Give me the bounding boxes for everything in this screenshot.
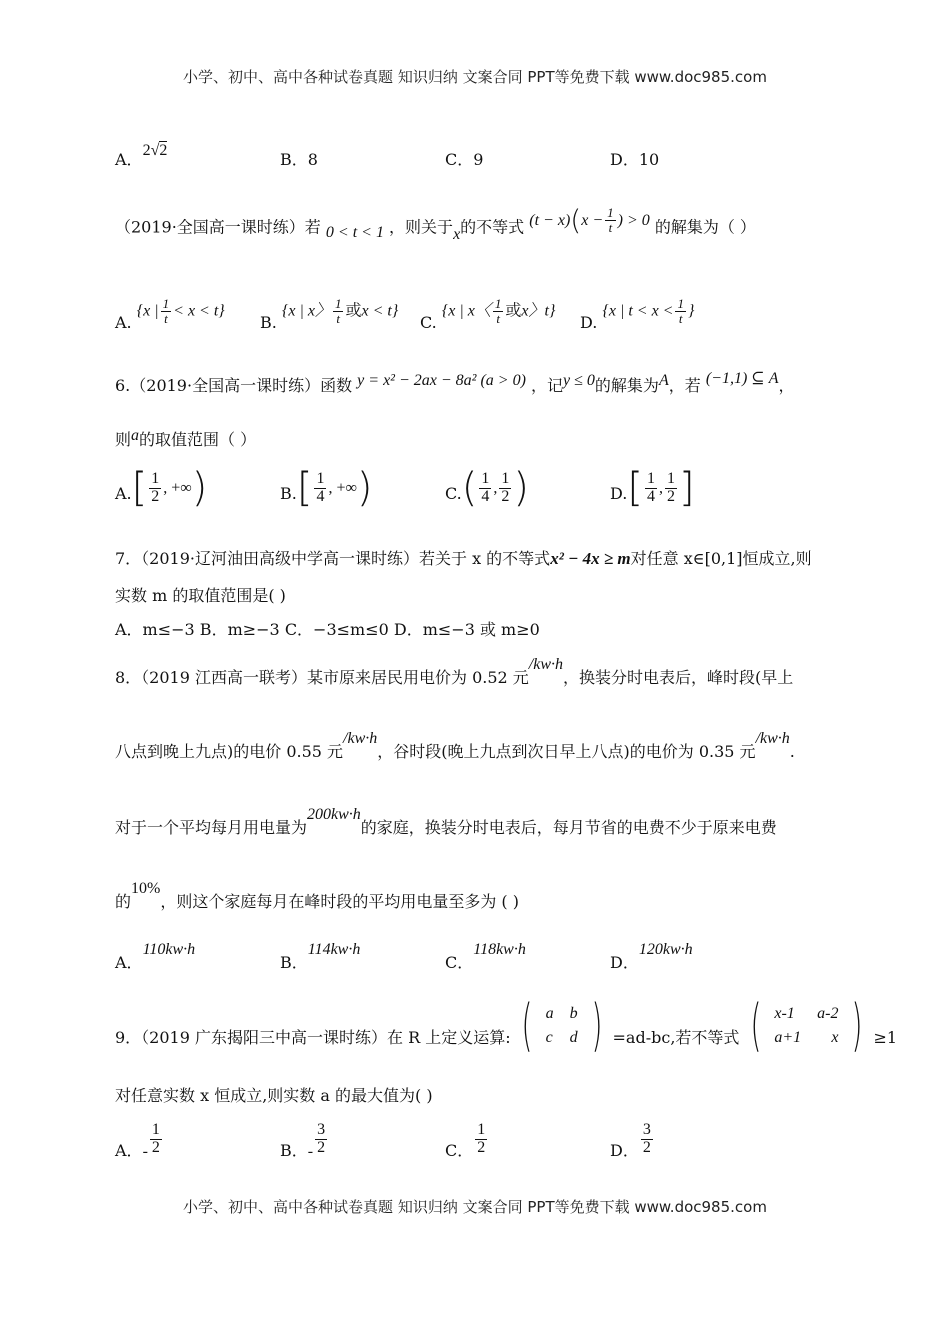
q8-stem-line1: 8．（2019 江西高一联考）某市原来居民用电价为 0.52 元/kw·h，换装分时电表后，峰时段(早上: [115, 656, 794, 687]
q5-option-c: C. {x | x〈 $\frac{1}{t}$ 或x〉t}: [420, 296, 556, 332]
q8-stem-line4: 的10%，则这个家庭每月在峰时段的平均用电量至多为 ( ): [115, 880, 520, 911]
q6-stem-line2: 则a的取值范围（ ）: [115, 427, 257, 449]
q8-stem-line3: 对于一个平均每月用电量为200kw·h的家庭，换装分时电表后，每月节省的电费不少于原来电费: [115, 806, 777, 837]
q4-option-a: A．2√2: [115, 142, 168, 169]
q8-option-c: C．118kw·h: [445, 941, 526, 972]
q8-option-b: B．114kw·h: [280, 941, 361, 972]
q8-option-a: A．110kw·h: [115, 941, 196, 972]
q9-stem-line2: 对任意实数 x 恒成立,则实数 a 的最大值为( ): [115, 1086, 433, 1105]
q6-stem-line1: 6.（2019·全国高一课时练）函数 y = x² − 2ax − 8a² (a > 0) ，记y ≤ 0的解集为A，若 (−1,1) ⊆ A，: [115, 370, 795, 395]
q9-option-b: B．- $\frac{3}{2}$: [280, 1121, 326, 1160]
q7-stem-line2: 实数 m 的取值范围是( ): [115, 586, 286, 605]
matrix-abcd: ( a b c d ): [521, 993, 602, 1058]
q5-option-a: A. {x | $\frac{1}{t}$ < x < t}: [115, 296, 225, 332]
q4-option-b: B．8: [280, 150, 318, 169]
q9-option-a: A．- $\frac{1}{2}$: [115, 1121, 160, 1160]
page-footer: 小学、初中、高中各种试卷真题 知识归纳 文案合同 PPT等免费下载 www.doc985.com: [183, 1198, 767, 1216]
q6-option-a: A.[ $\frac{1}{2}$ , +∞): [115, 465, 208, 511]
q6-option-b: B.[ $\frac{1}{4}$ , +∞): [280, 465, 373, 511]
q5-stem: （2019·全国高一课时练）若 0 < t < 1 ，则关于x的不等式 (t − x)(x − $\frac{1}{t}$ ) > 0 的解集为（ ）: [115, 203, 756, 243]
q6-option-d: D.[ $\frac{1}{4}$ , $\frac{1}{2}$ ]: [610, 465, 695, 511]
q7-options: A．m≤−3 B．m≥−3 C．−3≤m≤0 D．m≤−3 或 m≥0: [115, 620, 540, 639]
q5-inequality: (t − x)(x − $\frac{1}{t}$ ) > 0: [529, 203, 650, 237]
q7-stem-line1: 7．（2019·辽河油田高级中学高一课时练）若关于 x 的不等式x² − 4x ≥ m对任意 x∈[0,1]恒成立,则: [115, 549, 812, 568]
q9-stem-line1: 9．（2019 广东揭阳三中高一课时练）在 R 上定义运算: ( a b c d ) =ad-bc,若不等式 ( x-1 a-2 a+1 x ) ≥1: [115, 993, 898, 1058]
q5-option-b: B. {x | x〉 $\frac{1}{t}$ 或x < t}: [260, 296, 399, 332]
matrix-inequality: ( x-1 a-2 a+1 x ): [749, 993, 863, 1058]
q9-option-c: C． $\frac{1}{2}$: [445, 1121, 486, 1160]
q8-option-d: D．120kw·h: [610, 941, 693, 972]
q4-option-c: C．9: [445, 150, 484, 169]
q5-option-d: D. {x | t < x < $\frac{1}{t}$ }: [580, 296, 695, 332]
q4-option-d: D．10: [610, 150, 660, 169]
q8-stem-line2: 八点到晚上九点)的电价 0.55 元/kw·h，谷时段(晚上九点到次日早上八点)的电价为 0.35 元/kw·h.: [115, 730, 795, 761]
q6-option-c: C.( $\frac{1}{4}$ , $\frac{1}{2}$ ): [445, 465, 529, 511]
q9-option-d: D． $\frac{3}{2}$: [610, 1121, 651, 1160]
page-header: 小学、初中、高中各种试卷真题 知识归纳 文案合同 PPT等免费下载 www.doc985.com: [183, 68, 767, 86]
